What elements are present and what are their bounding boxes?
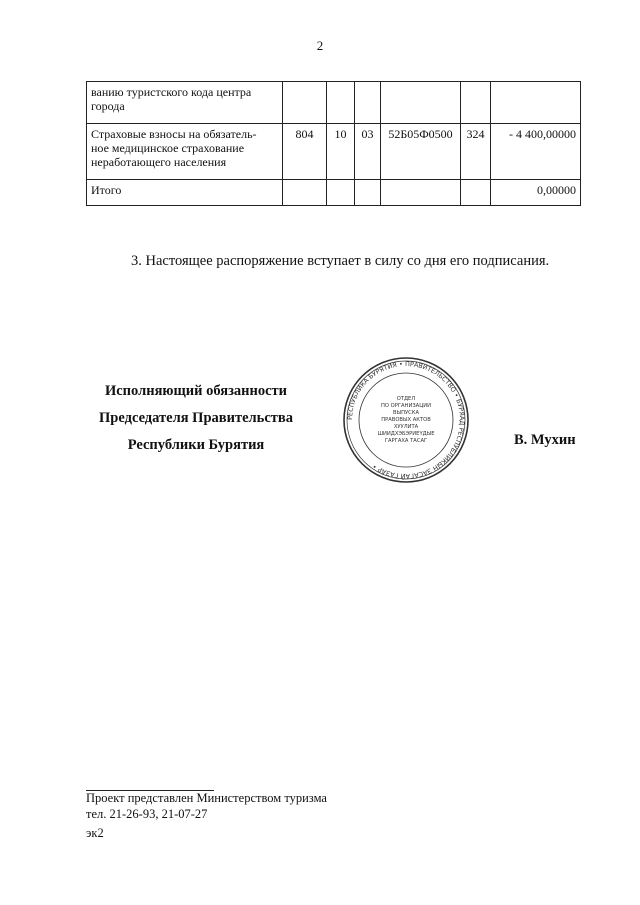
seal-inner-line: ПРАВОВЫХ АКТОВ: [381, 417, 431, 423]
seal-inner-line: ВЫПУСКА: [392, 410, 420, 416]
signatory-position: [86, 378, 306, 459]
table-cell-name: [87, 124, 283, 180]
footnote-line: тел. 21-26-93, 21-07-27: [86, 807, 208, 821]
table-cell: [381, 82, 461, 124]
seal-inner-line: ГАРГАХА ТАСАГ: [384, 438, 428, 444]
clause-3: 3. Настоящее распоряжение вступает в силу со дня его подписания.: [131, 253, 550, 269]
cell-text-line: Страховые взносы на обязатель-: [91, 127, 257, 141]
table-cell: 03: [355, 124, 381, 180]
cell-text-line: неработающего населения: [91, 155, 227, 169]
table-cell: [461, 82, 491, 124]
seal-inner-line: ШИИДХЭБЭРИЕҮДЫЕ: [377, 431, 435, 437]
table-cell: [327, 82, 355, 124]
cell-text-line: ное медицинское страхование: [91, 141, 245, 155]
table-cell-name: [87, 82, 283, 124]
official-seal: [342, 356, 470, 484]
footnote: [86, 790, 327, 822]
position-line: Республики Бурятия: [127, 437, 265, 453]
table-cell: 804: [283, 124, 327, 180]
cell-text-line: города: [91, 99, 125, 113]
table-cell: [283, 82, 327, 124]
table-cell: 324: [461, 124, 491, 180]
position-line: Исполняющий обязанности: [104, 383, 288, 399]
table-cell: [355, 82, 381, 124]
document-code: эк2: [86, 826, 104, 840]
cell-text-line: Итого: [91, 183, 122, 197]
table-cell: [355, 180, 381, 206]
table-cell-name: [87, 180, 283, 206]
signer-name: В. Мухин: [514, 432, 576, 448]
table-row: [87, 124, 581, 180]
table-cell: [491, 82, 581, 124]
footnote-line: Проект представлен Министерством туризма: [86, 791, 327, 805]
table-cell: 10: [327, 124, 355, 180]
table-cell: [283, 180, 327, 206]
page-number: 2: [316, 38, 324, 53]
table-cell: - 4 400,00000: [491, 124, 581, 180]
table-row: [87, 180, 581, 206]
budget-table: [86, 81, 581, 206]
table-row: [87, 82, 581, 124]
seal-inner-line: ХУУЛИТА: [393, 424, 419, 430]
table-cell: 0,00000: [491, 180, 581, 206]
table-cell: [327, 180, 355, 206]
seal-inner-line: ОТДЕЛ: [396, 396, 416, 402]
table-cell: [381, 180, 461, 206]
table-cell: [461, 180, 491, 206]
table-cell: 52Б05Ф0500: [381, 124, 461, 180]
position-line: Председателя Правительства: [99, 410, 293, 426]
seal-outer-text-path: РЕСПУБЛИКА БУРЯТИЯ • ПРАВИТЕЛЬСТВО • БУРЯАД РЕСПУБЛИКЫН ЗАСАГАЙ ГАЗАР •: [345, 359, 467, 481]
cell-text-line: ванию туристского кода центра: [91, 85, 252, 99]
seal-inner-line: ПО ОРГАНИЗАЦИИ: [380, 403, 432, 409]
